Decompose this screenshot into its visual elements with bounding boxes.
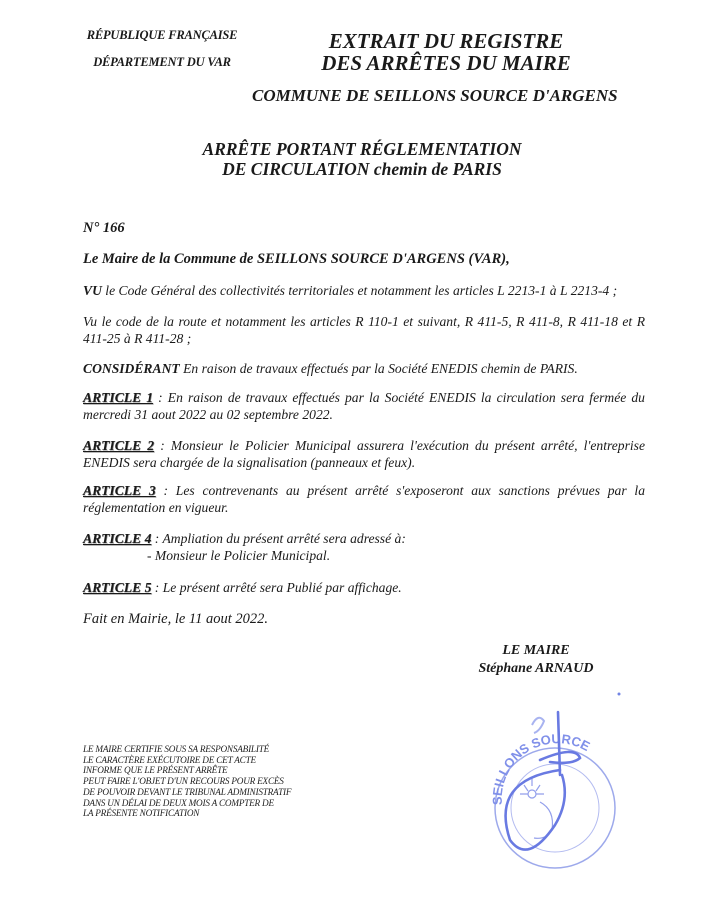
article-1-label: ARTICLE 1 bbox=[83, 390, 154, 405]
vu-label: VU bbox=[83, 283, 102, 298]
departement: DÉPARTEMENT DU VAR bbox=[93, 55, 231, 69]
article-1-text: : En raison de travaux effectués par la Société ENEDIS la circulation sera fermée du mercredi 31 aout 2022 au 02 septembre 2022. bbox=[83, 390, 645, 422]
stamp-emblem-icon bbox=[520, 778, 553, 838]
article-2-text: : Monsieur le Policier Municipal assurera l'exécution du présent arrêté, l'entreprise ENEDIS sera chargée de la signalisation (panneaux et feux). bbox=[83, 438, 645, 470]
arrete-title-line2 bbox=[152, 159, 572, 179]
article-4-label: ARTICLE 4 bbox=[83, 531, 152, 546]
registre-title-line2: DES ARRÊTES DU MAIRE bbox=[321, 51, 571, 75]
certification-line: INFORME QUE LE PRÉSENT ARRÊTE bbox=[83, 765, 228, 776]
arrete-title-bold: DE CIRCULATION bbox=[222, 159, 370, 179]
certification-line: LE CARACTÈRE EXÉCUTOIRE DE CET ACTE bbox=[83, 754, 256, 765]
maire-line: Le Maire de la Commune de SEILLONS SOURCE D'ARGENS (VAR), bbox=[83, 251, 510, 267]
stamp-inner-ring bbox=[511, 764, 599, 852]
certification-line: DANS UN DÉLAI DE DEUX MOIS A COMPTER DE bbox=[83, 797, 274, 808]
commune-name: COMMUNE DE SEILLONS SOURCE D'ARGENS bbox=[252, 86, 618, 105]
article-3 bbox=[83, 482, 645, 516]
article-4-recipient: - Monsieur le Policier Municipal. bbox=[147, 548, 331, 563]
signature-block bbox=[466, 642, 606, 678]
arrete-title-line1: ARRÊTE PORTANT RÉGLEMENTATION bbox=[202, 139, 522, 159]
certification-line: LE MAIRE CERTIFIE SOUS SA RESPONSABILITÉ bbox=[83, 744, 270, 754]
republique-francaise: RÉPUBLIQUE FRANÇAISE bbox=[86, 28, 238, 42]
article-4 bbox=[83, 530, 645, 564]
arrete-title-rest: chemin de PARIS bbox=[369, 159, 502, 179]
signature-mark-icon bbox=[532, 718, 544, 733]
article-5-text: : Le présent arrêté sera Publié par affichage. bbox=[151, 580, 402, 595]
stamp-text: SEILLONS SOURCE bbox=[489, 731, 593, 806]
registre-title bbox=[296, 30, 596, 74]
article-5 bbox=[83, 579, 645, 596]
article-5-label: ARTICLE 5 bbox=[83, 580, 152, 595]
signature-name: Stéphane ARNAUD bbox=[478, 661, 594, 676]
signature-role: LE MAIRE bbox=[502, 643, 570, 658]
considerant bbox=[83, 360, 645, 377]
arrete-number: N° 166 bbox=[83, 220, 125, 236]
vu-text: le Code Général des collectivités territoriales et notamment les articles L 2213-1 à L 2213-4 ; bbox=[101, 283, 618, 298]
vu-cgct bbox=[83, 282, 645, 299]
article-3-text: : Les contrevenants au présent arrêté s'exposeront aux sanctions prévues par la réglementation en vigueur. bbox=[83, 483, 645, 515]
article-2 bbox=[83, 437, 645, 471]
fait-en-mairie: Fait en Mairie, le 11 aout 2022. bbox=[83, 611, 268, 627]
certification-line: PEUT FAIRE L'OBJET D'UN RECOURS POUR EXCÈS bbox=[83, 776, 284, 787]
ink-dot-icon bbox=[618, 693, 621, 696]
vu-code-route: Vu le code de la route et notamment les articles R 110-1 et suivant, R 411-5, R 411-8, R 411-18 et R 411-25 à R 411-28 ; bbox=[83, 314, 645, 346]
considerant-label: CONSIDÉRANT bbox=[83, 361, 180, 376]
official-stamp bbox=[480, 690, 680, 880]
registre-title-line1: EXTRAIT DU REGISTRE bbox=[328, 29, 564, 53]
article-4-text: : Ampliation du présent arrêté sera adressé à: bbox=[151, 531, 406, 546]
certification-block bbox=[83, 744, 291, 819]
certification-line: LA PRÉSENTE NOTIFICATION bbox=[83, 808, 200, 819]
article-3-label: ARTICLE 3 bbox=[83, 483, 156, 498]
arrete-title bbox=[152, 139, 572, 179]
article-1 bbox=[83, 389, 645, 423]
article-2-label: ARTICLE 2 bbox=[83, 438, 155, 453]
considerant-text: En raison de travaux effectués par la Société ENEDIS chemin de PARIS. bbox=[179, 361, 578, 376]
certification-line: DE POUVOIR DEVANT LE TRIBUNAL ADMINISTRATIF bbox=[83, 786, 292, 797]
